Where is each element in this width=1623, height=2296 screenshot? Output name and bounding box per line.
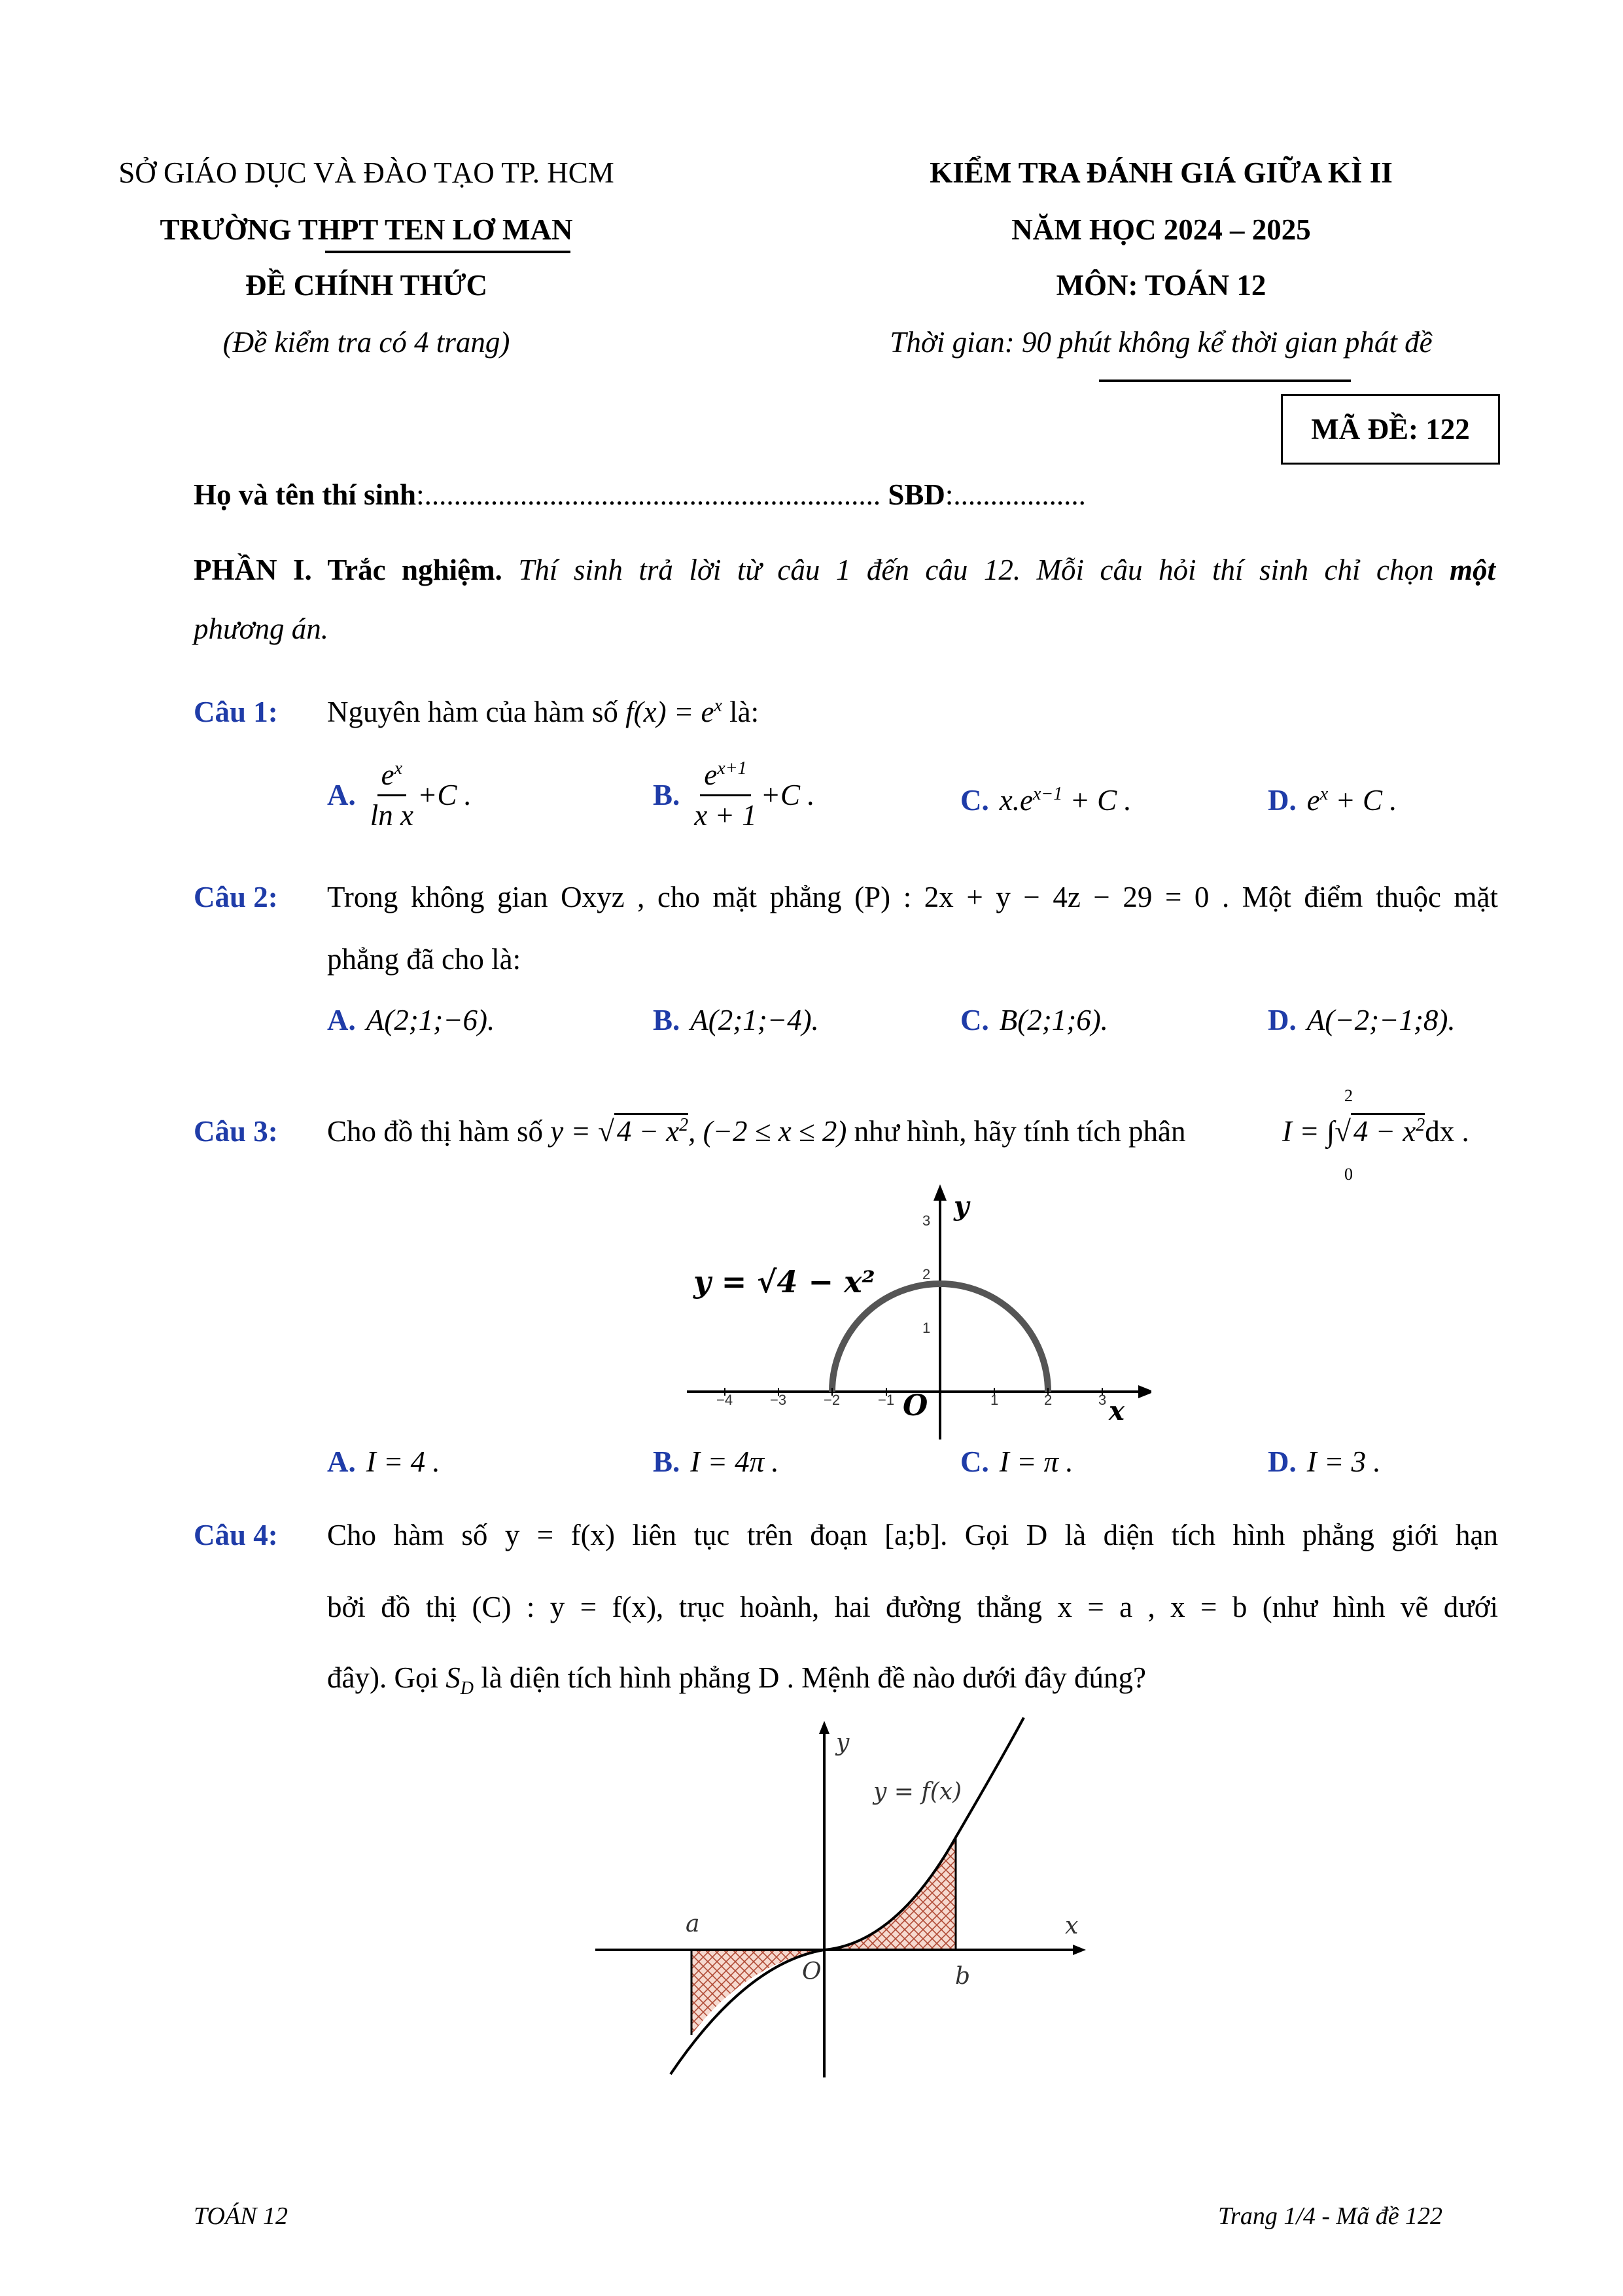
q2-label: Câu 2: (194, 881, 278, 913)
q4-y-label: y (836, 1729, 850, 1756)
q1-a-den: ln x (370, 799, 413, 832)
q3-f1-root: 4 − x (616, 1115, 680, 1148)
subject: MÔN: TOÁN 12 (1056, 269, 1266, 302)
q4-origin-label: O (802, 1958, 822, 1985)
q1-text-b: là: (729, 696, 759, 728)
q1-option-d[interactable] (1268, 783, 1397, 817)
q1-d-sup: x (1319, 784, 1329, 804)
q4-x-label: x (1065, 1913, 1079, 1939)
q1-d-tail: + C . (1328, 784, 1397, 817)
q1-c-sup: x−1 (1032, 784, 1063, 804)
q3-option-a[interactable] (327, 1445, 440, 1479)
dept-name: SỞ GIÁO DỤC VÀ ĐÀO TẠO TP. HCM (118, 156, 614, 189)
q2-line1: Trong không gian Oxyz , cho mặt phẳng (P) : 2x + y − 4z − 29 = 0 . Một điểm thuộc mặt (327, 881, 1498, 913)
q3-int-upper: 2 (1344, 1086, 1353, 1105)
q4-b-label: b (955, 1963, 971, 1990)
q3-option-d[interactable] (1268, 1445, 1381, 1479)
q2-c-letter: C. (960, 1004, 989, 1036)
q3-f1-tail: , (−2 ≤ x ≤ 2) (688, 1115, 847, 1148)
q4-shaded-right (824, 1837, 956, 1950)
q3-xtick: −3 (770, 1392, 787, 1408)
q3-int-root: 4 − x (1353, 1115, 1416, 1148)
q1-option-c[interactable] (960, 783, 1132, 817)
q4-line1: Cho hàm số y = f(x) liên tục trên đoạn [a;b]. Gọi D là diện tích hình phẳng giới hạn (327, 1519, 1498, 1551)
q4-line3a: đây). Gọi (327, 1661, 438, 1694)
q1-c-tail: + C . (1062, 784, 1132, 817)
q3-origin-label: O (903, 1389, 928, 1422)
q3-xtick: 2 (1044, 1392, 1053, 1408)
q3-option-b[interactable] (653, 1445, 779, 1479)
q1-a-letter: A. (327, 779, 356, 812)
q3-text-a: Cho đồ thị hàm số (327, 1115, 544, 1148)
q2-a-letter: A. (327, 1004, 356, 1036)
name-dots: :.............................................................. (416, 478, 881, 511)
q1-a-num: e (381, 758, 394, 791)
q3-a-letter: A. (327, 1445, 356, 1478)
q3-xtick: −4 (716, 1392, 733, 1408)
official-label: ĐỀ CHÍNH THỨC (245, 269, 488, 302)
q1-c-letter: C. (960, 784, 989, 817)
q1-formula: f(x) = e (625, 696, 714, 728)
q4-a-label: a (686, 1911, 700, 1937)
q3-b-val: I = 4π . (690, 1445, 779, 1478)
q3-xtick: −1 (878, 1392, 895, 1408)
q2-line2: phẳng đã cho là: (327, 943, 521, 976)
student-info-line (194, 478, 1086, 512)
q3-xtick: −2 (824, 1392, 841, 1408)
q3-d-val: I = 3 . (1306, 1445, 1381, 1478)
q2-option-c[interactable] (960, 1003, 1108, 1037)
part1-instr-b: phương án. (194, 612, 329, 645)
q1-c-text: x.e (999, 784, 1033, 817)
q4-x-arrow (1073, 1945, 1086, 1955)
q3-xtick: 1 (990, 1392, 999, 1408)
q1-option-a[interactable] (327, 759, 472, 832)
q4-label: Câu 4: (194, 1519, 278, 1551)
q4-graph (589, 1714, 1092, 2081)
school-underline (325, 251, 570, 253)
q1-b-num: e (704, 758, 718, 791)
q1-label: Câu 1: (194, 696, 278, 728)
q4-line2: bởi đồ thị (C) : y = f(x), trục hoành, hai đường thẳng x = a , x = b (như hình vẽ dưới (327, 1591, 1498, 1623)
q3-func-label: y = √4 − x² (693, 1264, 875, 1299)
time-underline (1099, 380, 1351, 382)
exam-title: KIỂM TRA ĐÁNH GIÁ GIỮA KÌ II (930, 156, 1393, 189)
q3-a-val: I = 4 . (366, 1445, 440, 1478)
q1-option-b[interactable] (653, 759, 815, 832)
q4-y-arrow (819, 1721, 829, 1734)
footer-subject: TOÁN 12 (194, 2202, 288, 2230)
q3-ytick: 3 (922, 1212, 931, 1229)
q1-text-a: Nguyên hàm của hàm số (327, 696, 618, 728)
q3-xtick: 3 (1098, 1392, 1107, 1408)
q1-b-den: x + 1 (694, 799, 757, 832)
q4-area-sub: D (460, 1678, 474, 1699)
q4-line3 (327, 1661, 1146, 1699)
time-note: Thời gian: 90 phút không kể thời gian phát đề (890, 326, 1433, 359)
q3-b-letter: B. (653, 1445, 680, 1478)
q3-f1: y = (550, 1115, 599, 1148)
q3-integral-sign: I = ∫ (1282, 1115, 1335, 1148)
q2-option-b[interactable] (653, 1003, 819, 1037)
q3-x-label: x (1109, 1396, 1125, 1426)
sbd-label: SBD (888, 478, 945, 511)
q3-y-label: y (954, 1191, 969, 1222)
q2-option-a[interactable] (327, 1003, 495, 1037)
q3-option-c[interactable] (960, 1445, 1073, 1479)
q2-d-val: A(−2;−1;8). (1306, 1004, 1456, 1036)
q3-label: Câu 3: (194, 1115, 278, 1148)
part1-instr-a: Thí sinh trả lời từ câu 1 đến câu 12. Mỗi câu hỏi thí sinh chỉ chọn (518, 554, 1434, 586)
q3-d-letter: D. (1268, 1445, 1297, 1478)
q3-integral: $I = \int√4 - x^2dx$ . (1282, 1114, 1469, 1148)
q1-b-letter: B. (653, 779, 680, 812)
q3-int-sup: 2 (1416, 1115, 1425, 1135)
q1-b-sup: x+1 (717, 758, 747, 779)
q2-option-d[interactable] (1268, 1003, 1456, 1037)
pages-note: (Đề kiểm tra có 4 trang) (222, 326, 510, 359)
q1-sup: x (714, 696, 722, 716)
exam-code-box: MÃ ĐỀ: 122 (1281, 394, 1500, 465)
q3-ytick: 2 (922, 1266, 931, 1282)
q3-text-b: như hình, hãy tính tích phân (854, 1115, 1186, 1148)
q2-b-letter: B. (653, 1004, 680, 1036)
q4-area-symbol: S (445, 1661, 461, 1694)
q2-a-val: A(2;1;−6). (366, 1004, 495, 1036)
q2-d-letter: D. (1268, 1004, 1297, 1036)
q2-b-val: A(2;1;−4). (690, 1004, 819, 1036)
q3-graph (680, 1181, 1151, 1439)
q4-curve (671, 1718, 1024, 2074)
q3-int-lower: 0 (1344, 1165, 1353, 1184)
q4-line3b: là diện tích hình phẳng D . Mệnh đề nào dưới đây đúng? (481, 1661, 1146, 1694)
q3-c-val: I = π . (999, 1445, 1073, 1478)
q1-d-text: e (1306, 784, 1320, 817)
q1-b-tail: +C . (760, 779, 815, 812)
q2-c-val: B(2;1;6). (999, 1004, 1108, 1036)
q3-ytick: 1 (922, 1320, 931, 1336)
q1-a-sup: x (394, 758, 403, 779)
q1-stem (327, 695, 759, 729)
q4-curve-label: y = f(x) (873, 1778, 962, 1805)
footer-page: Trang 1/4 - Mã đề 122 (1218, 2202, 1443, 2230)
sbd-dots: :.................. (945, 478, 1086, 511)
part1-title: PHẦN I. Trắc nghiệm. (194, 554, 502, 586)
school-year: NĂM HỌC 2024 – 2025 (1011, 213, 1311, 246)
q3-int-tail: dx . (1425, 1115, 1469, 1148)
q3-x-arrow (1138, 1385, 1151, 1398)
school-name: TRƯỜNG THPT TEN LƠ MAN (160, 213, 573, 246)
part1-instr-bold: một (1449, 554, 1495, 586)
q3-y-arrow (934, 1184, 947, 1201)
name-label: Họ và tên thí sinh (194, 478, 417, 511)
q3-f1-sup: 2 (679, 1115, 689, 1135)
part1-instruction (194, 553, 1495, 587)
q1-d-letter: D. (1268, 784, 1297, 817)
q3-c-letter: C. (960, 1445, 989, 1478)
q1-a-tail: +C . (417, 779, 472, 812)
q3-stem: Cho đồ thị hàm số $y = √4 - x^2$, (−2 ≤ x ≤ 2) như hình, hãy tính tích phân (327, 1114, 1185, 1148)
